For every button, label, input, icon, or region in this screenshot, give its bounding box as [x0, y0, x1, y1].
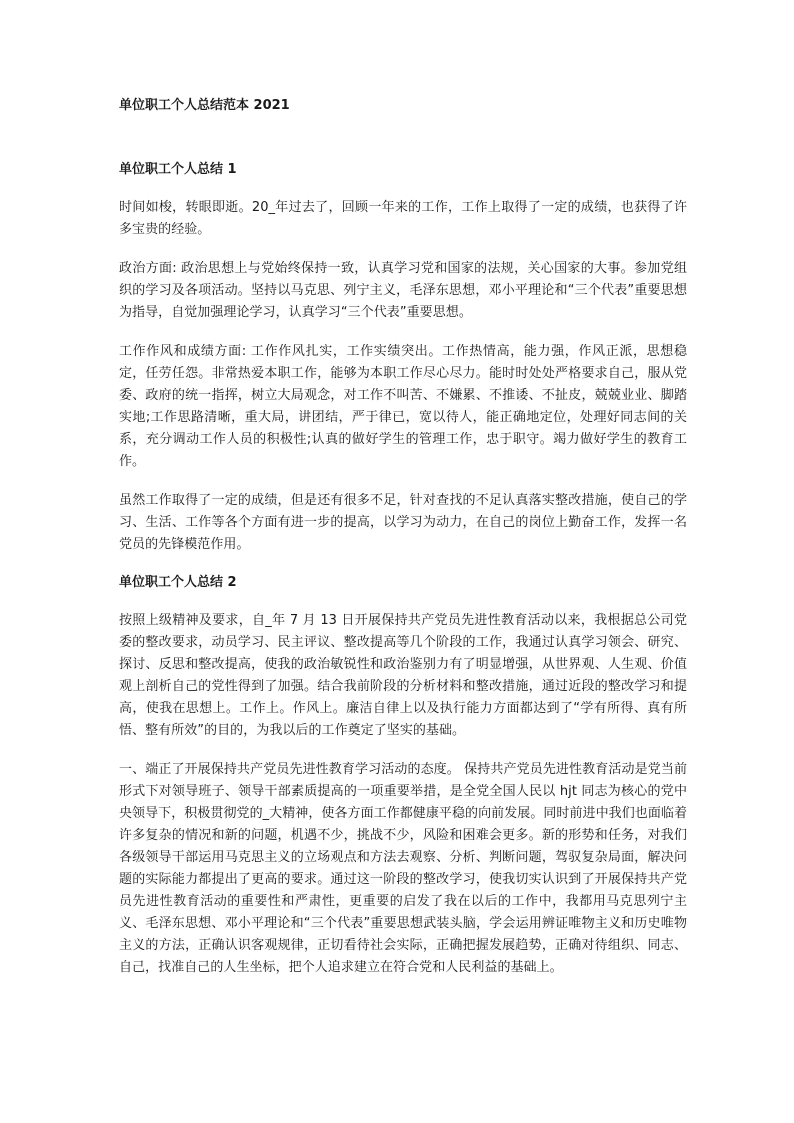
paragraph: 时间如梭，转眼即逝。20_年过去了，回顾一年来的工作，工作上取得了一定的成绩，也获得了许多宝贵的经验。: [119, 200, 687, 237]
section-1-heading: 单位职工个人总结 1: [119, 162, 237, 177]
section-2-heading: 单位职工个人总结 2: [119, 575, 237, 590]
document-title: 单位职工个人总结范本 2021: [119, 98, 290, 113]
paragraph: 一、端正了开展保持共产党员先进性教育学习活动的态度。 保持共产党员先进性教育活动是党当前形式下对领导班子、领导干部素质提高的一项重要举措，是全党全国人民以 hjt 同志为核心的党中央领导下，积极贯彻党的_大精神，使各方面工作都健康平稳的向前发展。同时前进中我们也面临着许多复杂的情况和新的问题，机遇不少，挑战不少，风险和困难会更多。新的形势和任务，对我们各级领导干部运用马克思主义的立场观点和方法去观察、分析、判断问题，驾驭复杂局面，解决问题的实际能力都提出了更高的要求。通过这一阶段的整改学习，使我切实认识到了开展保持共产党员先进性教育活动的重要性和严肃性，更重要的启发了我在以后的工作中，我都用马克思列宁主义、毛泽东思想、邓小平理论和“三个代表”重要思想武装头脑，学会运用辨证唯物主义和历史唯物主义的方法，正确认识客观规律，正切看待社会实际，正确把握发展趋势，正确对待组织、同志、自己，找准自己的人生坐标，把个人追求建立在符合党和人民利益的基础上。: [119, 762, 687, 975]
paragraph: 按照上级精神及要求，自_年 7 月 13 日开展保持共产党员先进性教育活动以来，我根据总公司党委的整改要求，动员学习、民主评议、整改提高等几个阶段的工作，我通过认真学习领会、研究、探讨、反思和整改提高，使我的政治敏锐性和政治鉴别力有了明显增强，从世界观、人生观、价值观上剖析自己的党性得到了加强。结合我前阶段的分析材料和整改措施，通过近段的整改学习和提高，使我在思想上。工作上。作风上。廉洁自律上以及执行能力方面都达到了“学有所得、真有所悟、整有所效”的目的，为我以后的工作奠定了坚实的基础。: [119, 613, 687, 738]
document-body: [119, 96, 687, 979]
paragraph: 工作作风和成绩方面: 工作作风扎实，工作实绩突出。工作热情高，能力强，作风正派，思想稳定，任劳任怨。非常热爱本职工作，能够为本职工作尽心尽力。能时时处处严格要求自己，服从党委、政府的统一指挥，树立大局观念，对工作不叫苦、不嫌累、不推诿、不扯皮，兢兢业业、脚踏实地;工作思路清晰，重大局，讲团结，严于律已，宽以待人，能正确地定位，处理好同志间的关系，充分调动工作人员的积极性;认真的做好学生的管理工作，忠于职守。竭力做好学生的教育工作。: [119, 344, 687, 469]
paragraph: 政治方面: 政治思想上与党始终保持一致，认真学习党和国家的法规，关心国家的大事。参加党组织的学习及各项活动。坚持以马克思、列宁主义，毛泽东思想，邓小平理论和“三个代表”重要思想为指导，自觉加强理论学习，认真学习“三个代表”重要思想。: [119, 261, 687, 320]
paragraph: 虽然工作取得了一定的成绩，但是还有很多不足，针对查找的不足认真落实整改措施，使自己的学习、生活、工作等各个方面有进一步的提高，以学习为动力，在自己的岗位上勤奋工作，发挥一名党员的先锋模范作用。: [119, 493, 687, 552]
